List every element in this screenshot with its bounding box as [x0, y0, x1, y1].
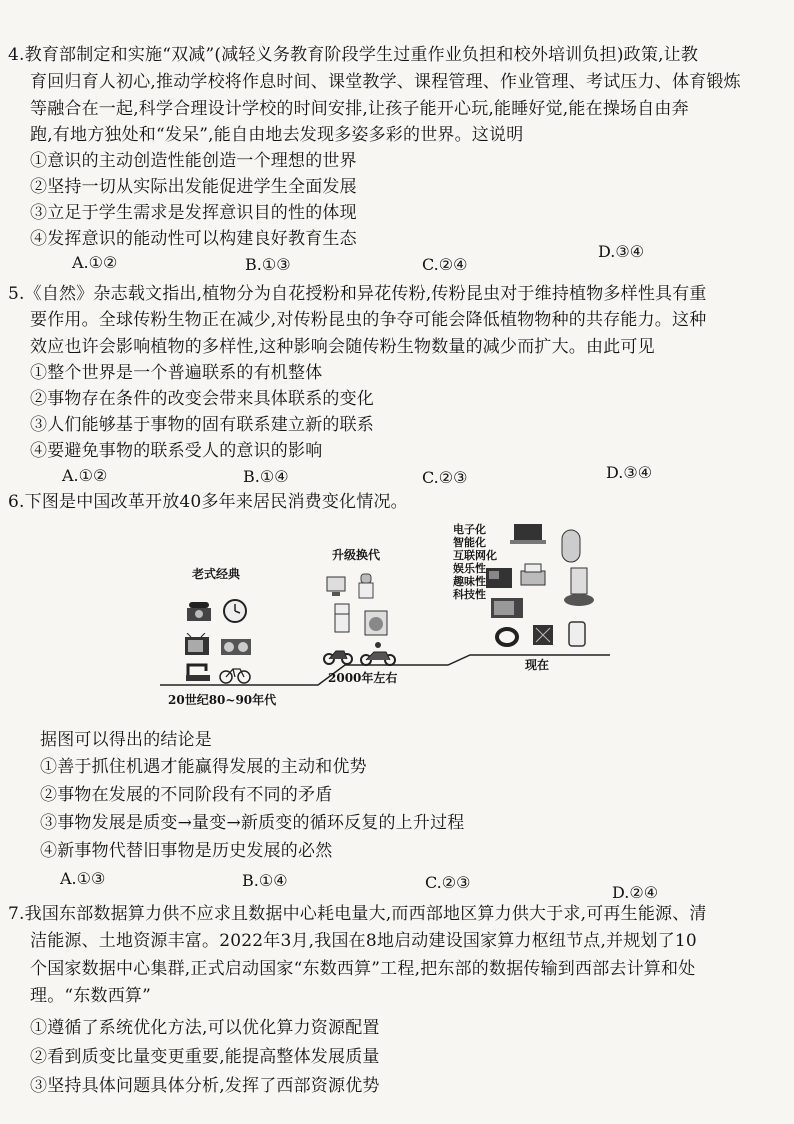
q7-stem-line-2: 洁能源、土地资源丰富。2022年3月,我国在8地启动建设国家算力枢纽节点,并规划了10 [30, 931, 697, 951]
smart-speaker-icon [560, 529, 582, 567]
q6-statement-4: ④新事物代替旧事物是历史发展的必然 [40, 841, 333, 861]
q7-statement-3: ③坚持具体问题具体分析,发挥了西部资源优势 [30, 1076, 380, 1096]
q6-option-d: D.②④ [612, 883, 659, 902]
q5-option-b: B.①④ [243, 467, 289, 486]
feature-1: 电子化 [453, 523, 486, 536]
bicycle-icon [218, 664, 252, 688]
q6-prompt: 据图可以得出的结论是 [40, 730, 212, 750]
feature-3: 互联网化 [453, 549, 497, 562]
computer-icon [325, 575, 347, 601]
q6-statement-2: ②事物在发展的不同阶段有不同的矛盾 [40, 785, 333, 805]
q4-statement-2: ②坚持一切从实际出发能促进学生全面发展 [30, 177, 357, 197]
feature-5: 趣味性 [453, 575, 486, 588]
smartphone-icon [568, 621, 586, 651]
era-label-2: 2000年左右 [328, 671, 398, 685]
refrigerator-icon [334, 603, 350, 637]
old-television-icon [183, 633, 211, 663]
q7-statement-2: ②看到质变比量变更重要,能提高整体发展质量 [30, 1047, 380, 1067]
q4-statement-1: ①意识的主动创造性能创造一个理想的世界 [30, 151, 357, 171]
q5-stem-line-1: 5.《自然》杂志载文指出,植物分为自花授粉和异花传粉,传粉昆虫对于维持植物多样性具有重 [8, 284, 707, 304]
q4-option-d: D.③④ [598, 242, 645, 261]
consumption-evolution-figure [160, 515, 620, 710]
feature-2: 智能化 [453, 536, 486, 549]
console-icon [485, 565, 513, 593]
q5-stem-line-2: 要作用。全球传粉生物正在减少,对传粉昆虫的争夺可能会降低植物物种的共存能力。这种 [30, 310, 707, 330]
q4-stem-line-4: 跑,有地方独处和“发呆”,能自由地去发现多姿多彩的世界。这说明 [30, 125, 524, 145]
smart-oven-icon [490, 597, 524, 623]
label-upgrade: 升级换代 [332, 548, 381, 562]
motorbike-rider-icon [358, 641, 398, 671]
q5-statement-2: ②事物存在条件的改变会带来具体联系的变化 [30, 389, 374, 409]
q4-stem-line-1: 4.教育部制定和实施“双减”(减轻义务教育阶段学生过重作业负担和校外培训负担)政策,让教 [8, 45, 699, 65]
era-label-3: 现在 [525, 658, 550, 672]
q6-option-a: A.①③ [60, 869, 106, 888]
wall-clock-icon [222, 598, 248, 628]
sewing-machine-icon [184, 661, 212, 687]
water-dispenser-icon [358, 573, 374, 603]
q5-statement-1: ①整个世界是一个普遍联系的有机整体 [30, 363, 323, 383]
q7-statement-1: ①遵循了系统优化方法,可以优化算力资源配置 [30, 1018, 380, 1038]
q4-statement-3: ③立足于学生需求是发挥意识目的性的体现 [30, 203, 357, 223]
q5-stem-line-3: 效应也许会影响植物的多样性,这种影响会随传粉生物数量的减少而扩大。由此可见 [30, 337, 655, 357]
feature-6: 科技性 [453, 588, 486, 601]
smart-band-icon [495, 625, 519, 653]
q6-statement-3: ③事物发展是质变→量变→新质变的循环反复的上升过程 [40, 813, 465, 833]
q5-statement-4: ④要避免事物的联系受人的意识的影响 [30, 441, 323, 461]
printer-icon [520, 563, 546, 593]
motorcycle-icon [322, 645, 354, 669]
air-purifier-icon [532, 624, 554, 650]
q4-option-c: C.②④ [422, 255, 468, 274]
q4-option-b: B.①③ [245, 255, 291, 274]
q5-option-a: A.①② [62, 466, 108, 485]
q6-option-c: C.②③ [425, 873, 471, 892]
q6-option-b: B.①④ [242, 871, 288, 890]
feature-4: 娱乐性 [453, 562, 486, 575]
q5-option-c: C.②③ [422, 468, 468, 487]
laptop-icon [508, 523, 548, 549]
radio-recorder-icon [220, 636, 252, 660]
washing-machine-icon [364, 610, 388, 640]
q5-statement-3: ③人们能够基于事物的固有联系建立新的联系 [30, 415, 374, 435]
q4-option-a: A.①② [72, 253, 118, 272]
q5-option-d: D.③④ [606, 463, 653, 482]
telephone-icon [185, 600, 213, 626]
era-label-1: 20世纪80~90年代 [168, 693, 277, 707]
robot-vacuum-icon [562, 567, 596, 611]
q4-statement-4: ④发挥意识的能动性可以构建良好教育生态 [30, 229, 357, 249]
q7-stem-line-1: 7.我国东部数据算力供不应求且数据中心耗电量大,而西部地区算力供大于求,可再生能源、清 [8, 904, 707, 924]
q6-statement-1: ①善于抓住机遇才能赢得发展的主动和优势 [40, 757, 367, 777]
q7-stem-line-3: 个国家数据中心集群,正式启动国家“东数西算”工程,把东部的数据传输到西部去计算和处 [30, 959, 696, 979]
label-old-classic: 老式经典 [192, 567, 241, 581]
q4-stem-line-3: 等融合在一起,科学合理设计学校的时间安排,让孩子能开心玩,能睡好觉,能在操场自由奔 [30, 99, 689, 119]
q4-stem-line-2: 育回归育人初心,推动学校将作息时间、课堂教学、课程管理、作业管理、考试压力、体育锻炼 [30, 72, 741, 92]
q6-stem: 6.下图是中国改革开放40多年来居民消费变化情况。 [8, 492, 408, 512]
q7-stem-line-4: 理。“东数西算” [30, 986, 151, 1006]
